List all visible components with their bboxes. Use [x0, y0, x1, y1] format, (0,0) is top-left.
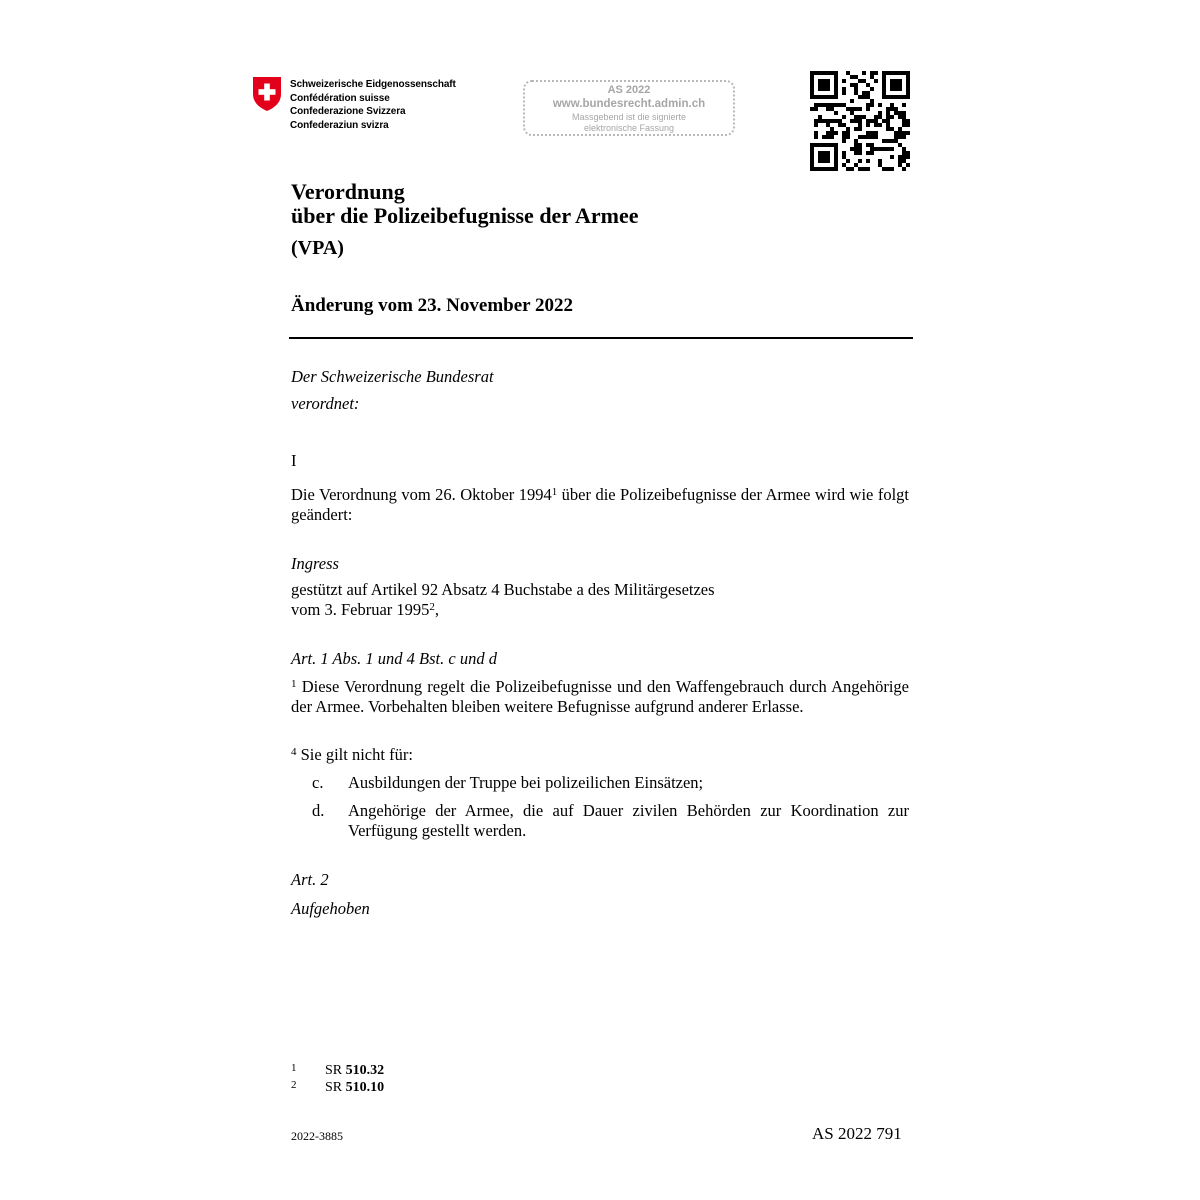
list-item-text: Ausbildungen der Truppe bei polizeilichen Einsätzen;	[348, 773, 704, 792]
section-intro	[291, 485, 909, 525]
title-line-1: Verordnung	[291, 179, 405, 204]
paragraph-1-text: Diese Verordnung regelt die Polizeibefugnisse und den Waffengebrauch durch Angehörige der Armee. Vorbehalten bleiben weitere Befugnisse aufgrund anderer Erlasse.	[291, 677, 910, 716]
as-reference: AS 2022 791	[812, 1124, 902, 1143]
qr-code-icon	[810, 71, 910, 171]
preamble-line-2: verordnet:	[291, 394, 360, 413]
confederation-line-de: Schweizerische Eidgenossenschaft	[290, 79, 456, 90]
art1-heading: Art. 1 Abs. 1 und 4 Bst. c und d	[291, 649, 497, 668]
intro-text-start: Die Verordnung vom 26. Oktober 1994	[291, 485, 552, 504]
list-item	[312, 773, 912, 795]
footnote-reference: 510.10	[345, 1080, 385, 1095]
footnote	[291, 1080, 591, 1096]
ingress-line-2-text: vom 3. Februar 1995	[291, 600, 430, 619]
page-title	[291, 180, 638, 228]
footnote-ref-1[interactable]: 1	[551, 486, 558, 498]
swiss-cross-icon	[252, 76, 282, 112]
publication-stamp	[523, 80, 735, 136]
footnote-number: 2	[291, 1079, 297, 1091]
art2-text: Aufgehoben	[291, 899, 370, 918]
confederation-line-fr: Confédération suisse	[290, 92, 390, 104]
ingress-line-1: gestützt auf Artikel 92 Absatz 4 Buchstabe a des Militärgesetzes	[291, 580, 715, 599]
footnote	[291, 1063, 591, 1079]
list-item-key: c.	[312, 773, 324, 792]
footnote-reference: 510.32	[345, 1063, 385, 1078]
stamp-line-1: AS 2022	[607, 84, 651, 96]
confederation-line-it: Confederazione Svizzera	[290, 106, 406, 117]
list-item-text: Angehörige der Armee, die auf Dauer zivilen Behörden zur Koordination zur Verfügung gestellt werden.	[348, 801, 909, 840]
preamble	[291, 367, 909, 414]
list-item	[312, 801, 912, 843]
paragraph-4-text: Sie gilt nicht für:	[300, 745, 413, 764]
ingress-line-2	[291, 600, 909, 620]
art1-paragraph-4	[291, 745, 909, 765]
art2-heading: Art. 2	[291, 870, 329, 889]
amendment-date: Änderung vom 23. November 2022	[291, 295, 574, 316]
art1-paragraph-1	[291, 677, 909, 717]
ingress-heading: Ingress	[291, 554, 339, 573]
confederation-line-rm: Confederaziun svizra	[290, 119, 389, 131]
title-divider	[289, 337, 913, 339]
confederation-name	[290, 78, 456, 132]
footnote-prefix: SR	[325, 1080, 346, 1095]
intro-text-end: über die Polizeibefugnisse der Armee wird wie folgt geändert:	[291, 485, 909, 524]
document-number: 2022-3885	[291, 1129, 343, 1143]
paragraph-number-4: 4	[291, 746, 297, 758]
preamble-line-1: Der Schweizerische Bundesrat	[291, 367, 494, 386]
title-abbreviation: (VPA)	[291, 237, 344, 259]
stamp-line-3: Massgebend ist die signierte	[571, 112, 687, 122]
ingress-line-2-end: ,	[434, 600, 440, 619]
footnote-prefix: SR	[325, 1063, 346, 1078]
stamp-line-4: elektronische Fassung	[583, 123, 675, 133]
footnote-ref-2[interactable]: 2	[429, 601, 435, 613]
list-item-key: d.	[312, 801, 325, 820]
paragraph-number-1: 1	[291, 678, 297, 690]
title-line-2: über die Polizeibefugnisse der Armee	[291, 203, 639, 228]
footnote-number: 1	[291, 1062, 297, 1074]
ingress-text	[291, 580, 909, 620]
stamp-line-2: www.bundesrecht.admin.ch	[552, 98, 706, 110]
section-numeral: I	[291, 451, 297, 470]
